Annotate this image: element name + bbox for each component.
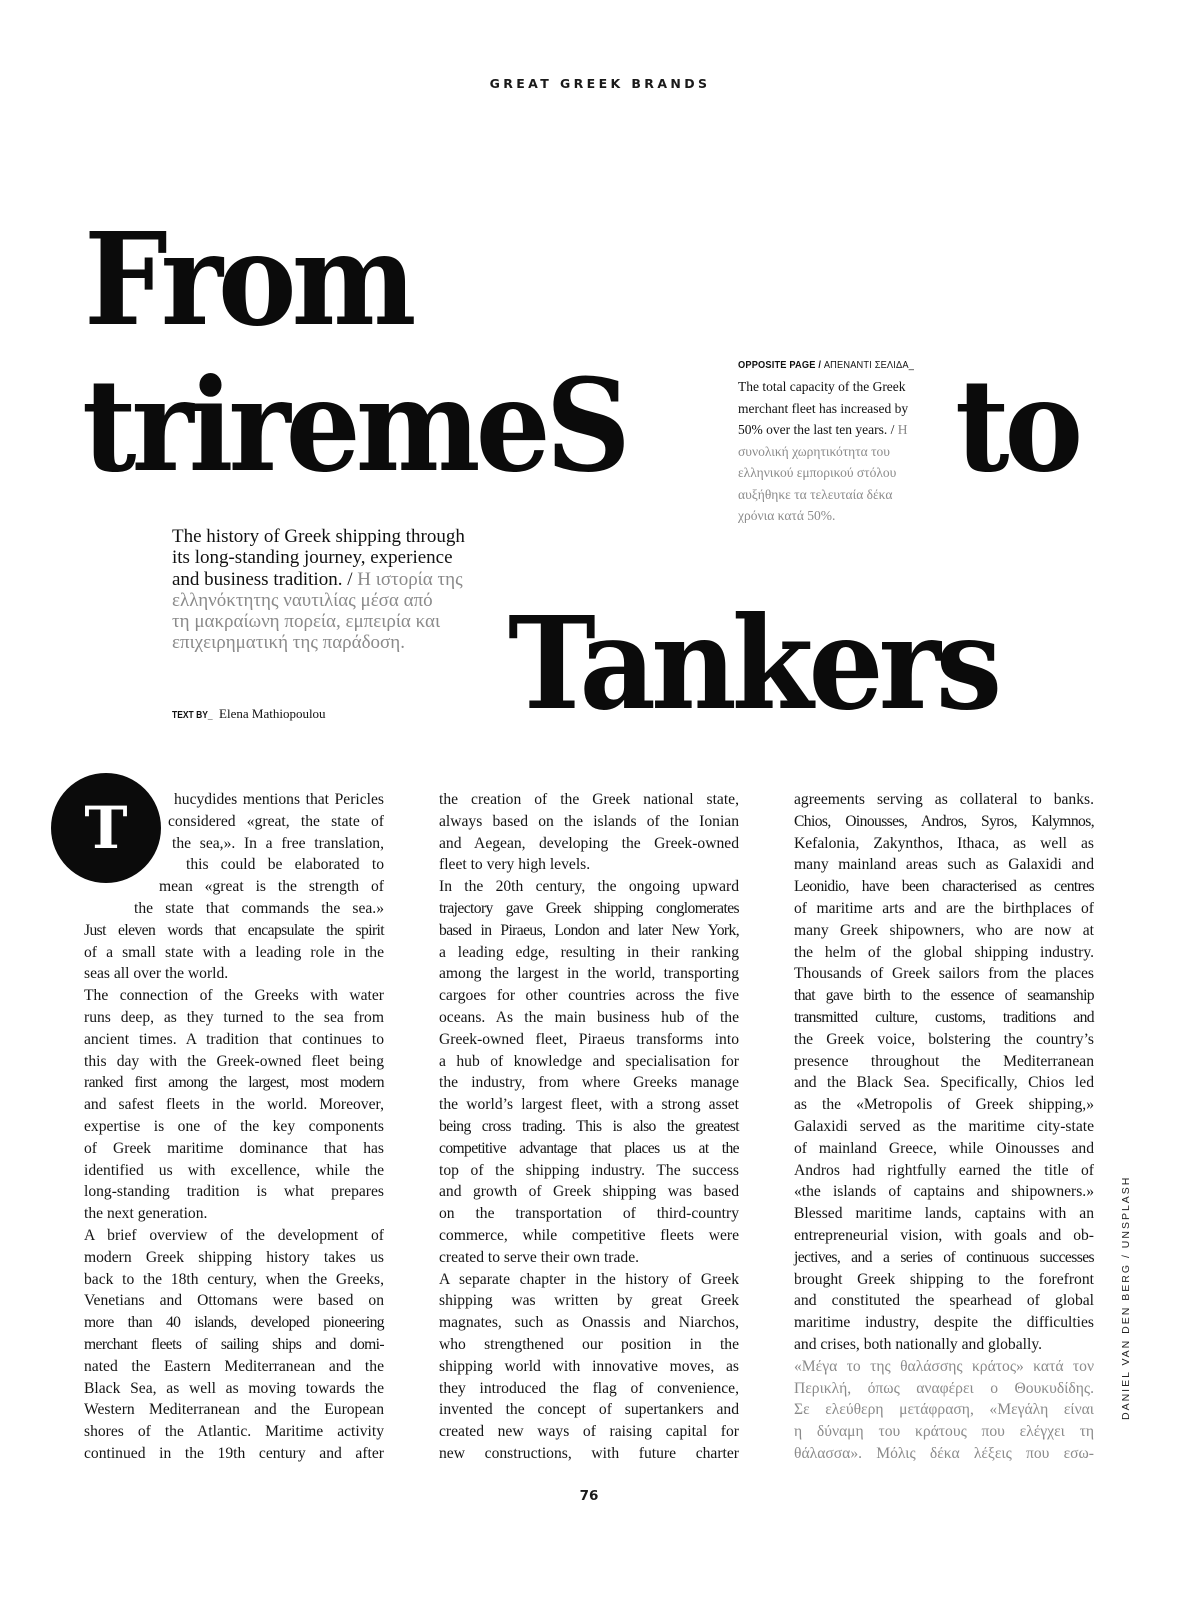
body-line: considered «great, the state of — [168, 812, 384, 830]
body-line: of maritime arts and are the birthplaces of — [794, 899, 1094, 917]
body-line: agreements serving as collateral to banks. — [794, 791, 1094, 808]
body-line: brought Greek shipping to the forefront — [794, 1270, 1094, 1288]
body-line: many mainland areas such as Galaxidi and — [794, 856, 1094, 874]
body-line: fleet to very high levels. — [439, 856, 591, 874]
body-line: mean «great is the strength of — [159, 878, 384, 896]
body-line: In the 20th century, the ongoing upward — [439, 878, 739, 896]
body-line: Black Sea, as well as moving towards the — [84, 1379, 384, 1397]
body-line: Just eleven words that encapsulate the spirit — [84, 921, 384, 939]
body-line: expertise is one of the key components — [84, 1117, 384, 1135]
body-line: entrepreneurial vision, with goals and ob- — [794, 1226, 1094, 1244]
byline-author: Elena Mathiopoulou — [219, 706, 326, 721]
body-line: and the Black Sea. Specifically, Chios led — [794, 1074, 1094, 1092]
body-line: Greek-owned fleet, Piraeus transforms into — [439, 1030, 739, 1048]
body-line-greek: Σε ελεύθερη μετάφραση, «Μεγάλη είναι — [794, 1401, 1094, 1419]
section-label: GREAT GREEK BRANDS — [489, 76, 711, 91]
body-line: of Greek maritime dominance that has — [84, 1139, 384, 1157]
body-line: back to the 18th century, when the Greeks, — [84, 1270, 384, 1288]
body-line: transmitted culture, customs, traditions and — [794, 1008, 1094, 1026]
body-line: «the islands of captains and shipowners.» — [794, 1183, 1094, 1201]
photo-caption — [738, 358, 938, 527]
body-line: Galaxidi served as the maritime city-state — [794, 1117, 1094, 1135]
caption-label: OPPOSITE PAGE / ΑΠΕΝΑΝΤΙ ΣΕΛΙΔΑ_ — [738, 359, 915, 371]
body-line: who strengthened our position in the — [439, 1335, 739, 1353]
body-line: nated the Eastern Mediterranean and the — [84, 1357, 384, 1375]
body-line: as the «Metropolis of Greek shipping,» — [794, 1096, 1094, 1114]
body-line: new constructions, with future charter — [439, 1444, 739, 1462]
body-line: runs deep, as they turned to the sea from — [84, 1008, 384, 1026]
body-line: they introduced the flag of convenience, — [439, 1379, 739, 1397]
body-line: created new ways of raising capital for — [439, 1423, 739, 1441]
body-line: and safest fleets in the world. Moreover, — [84, 1096, 384, 1114]
body-line: Blessed maritime lands, captains with an — [794, 1205, 1094, 1223]
body-line: oceans. As the main business hub of the — [439, 1008, 739, 1026]
body-line: the state that commands the sea.» — [134, 899, 384, 917]
body-line: modern Greek shipping history takes us — [84, 1248, 384, 1266]
body-line: competitive advantage that places us at the — [439, 1139, 739, 1157]
headline-word-from: From — [84, 204, 412, 355]
body-line: many Greek shipowners, who are now at — [794, 921, 1094, 939]
body-line-greek: η δύναμη του κράτους που ελέγχει τη — [794, 1423, 1094, 1441]
body-line: Venetians and Ottomans were based on — [84, 1292, 384, 1310]
body-line: the helm of the global shipping industry. — [794, 943, 1094, 961]
body-line: created to serve their own trade. — [439, 1248, 640, 1266]
body-line: on the transportation of third-country — [439, 1205, 739, 1223]
byline-label: TEXT BY_ — [172, 710, 213, 721]
body-line: that gave birth to the essence of seamanship — [794, 987, 1094, 1005]
body-line: the creation of the Greek national state, — [439, 791, 739, 808]
body-line: this could be elaborated to — [186, 856, 384, 874]
body-line: shipping was written by great Greek — [439, 1292, 739, 1310]
body-line: shores of the Atlantic. Maritime activity — [84, 1423, 384, 1441]
body-line: the world’s largest fleet, with a strong asset — [439, 1096, 739, 1114]
body-line-greek: Περικλή, όπως αναφέρει ο Θουκυδίδης. — [794, 1379, 1094, 1397]
page-number: 76 — [579, 1488, 599, 1504]
body-line: Leonidio, have been characterised as centres — [794, 878, 1094, 896]
body-line: magnates, such as Onassis and Niarchos, — [439, 1314, 739, 1332]
body-column-3 — [794, 789, 1094, 1465]
body-line: invented the concept of supertankers and — [439, 1401, 739, 1419]
body-line: this day with the Greek-owned fleet being — [84, 1052, 384, 1070]
body-column-2 — [439, 789, 739, 1465]
body-line: the next generation. — [84, 1205, 208, 1223]
body-line: a leading edge, resulting in their ranking — [439, 943, 739, 961]
body-line: continued in the 19th century and after — [84, 1444, 384, 1462]
body-line: shipping world with innovative moves, as — [439, 1357, 739, 1375]
body-line: and growth of Greek shipping was based — [439, 1183, 739, 1201]
body-line: based in Piraeus, London and later New York, — [439, 921, 739, 939]
body-line: presence throughout the Mediterranean — [794, 1052, 1094, 1070]
body-line: and Aegean, developing the Greek-owned — [439, 834, 739, 852]
body-line: ancient times. A tradition that continues to — [84, 1030, 384, 1048]
body-line: A brief overview of the development of — [84, 1226, 384, 1244]
body-column-1 — [84, 789, 384, 1465]
body-line: the Greek voice, bolstering the country’s — [794, 1030, 1094, 1048]
body-line: and constituted the spearhead of global — [794, 1292, 1094, 1310]
body-line: commerce, while competitive fleets were — [439, 1226, 739, 1244]
body-line: ranked first among the largest, most modern — [84, 1074, 384, 1092]
drop-cap: T — [51, 773, 161, 883]
photo-credit: DANIEL VAN DEN BERG / UNSPLASH — [1120, 1175, 1132, 1420]
body-line: identified us with excellence, while the — [84, 1161, 384, 1179]
body-line: and crises, both nationally and globally. — [794, 1335, 1042, 1353]
body-line: long-standing tradition is what prepares — [84, 1183, 384, 1201]
body-line: a hub of knowledge and specialisation for — [439, 1052, 739, 1070]
body-line: of mainland Greece, while Oinousses and — [794, 1139, 1094, 1157]
headline-word-triremes: triremeS — [82, 350, 626, 501]
body-line: Kefalonia, Zakynthos, Ithaca, as well as — [794, 834, 1094, 852]
body-line: merchant fleets of sailing ships and domi- — [84, 1335, 384, 1353]
body-line: A separate chapter in the history of Greek — [439, 1270, 739, 1288]
body-line: The connection of the Greeks with water — [84, 987, 384, 1005]
body-line-greek: θάλασσα». Μόλις δέκα λέξεις που εσω- — [794, 1444, 1094, 1462]
body-line: Andros had rightfully earned the title of — [794, 1161, 1094, 1179]
body-line: jectives, and a series of continuous successes — [794, 1248, 1094, 1266]
body-line: maritime industry, despite the difficulties — [794, 1314, 1094, 1332]
body-line: being cross trading. This is also the greatest — [439, 1117, 739, 1135]
caption-greek: συνολική χωρητικότητα του ελληνικού εμπορικού στόλου αυξήθηκε τα τελευταία δέκα χρόνια κατά 50%. — [738, 443, 897, 523]
body-line-greek: «Μέγα το της θαλάσσης κράτος» κατά τον — [794, 1357, 1094, 1375]
body-line: the sea,». In a free translation, — [172, 834, 384, 852]
body-line: trajectory gave Greek shipping conglomerates — [439, 899, 739, 917]
body-line: Western Mediterranean and the European — [84, 1401, 384, 1419]
body-line: Thousands of Greek sailors from the places — [794, 965, 1094, 983]
body-line: the industry, from where Greeks manage — [439, 1074, 739, 1092]
body-line: top of the shipping industry. The success — [439, 1161, 739, 1179]
body-line: Chios, Oinousses, Andros, Syros, Kalymnos, — [794, 812, 1094, 830]
body-line: always based on the islands of the Ionian — [439, 812, 739, 830]
body-line: hucydides mentions that Pericles — [174, 791, 384, 808]
body-line: among the largest in the world, transporting — [439, 965, 739, 983]
caption-english: The total capacity of the Greek merchant fleet has increased by 50% over the last ten years. / Η — [738, 379, 909, 437]
headline-word-to: to — [955, 350, 1079, 501]
body-line: cargoes for other countries across the five — [439, 987, 739, 1005]
body-line: of a small state with a leading role in the — [84, 943, 384, 961]
body-line: more than 40 islands, developed pioneering — [84, 1314, 384, 1332]
byline — [172, 706, 326, 722]
body-line: seas all over the world. — [84, 965, 229, 983]
headline-word-tankers: Tankers — [508, 588, 998, 739]
standfirst: The history of Greek shipping through its long-standing journey, experience and business tradition. / Η ιστορία της ελληνόκτητης ναυτιλίας μέσα από τη μακραίωνη πορεία, εμπειρία και επιχειρηματική της παράδοση. — [172, 526, 465, 654]
